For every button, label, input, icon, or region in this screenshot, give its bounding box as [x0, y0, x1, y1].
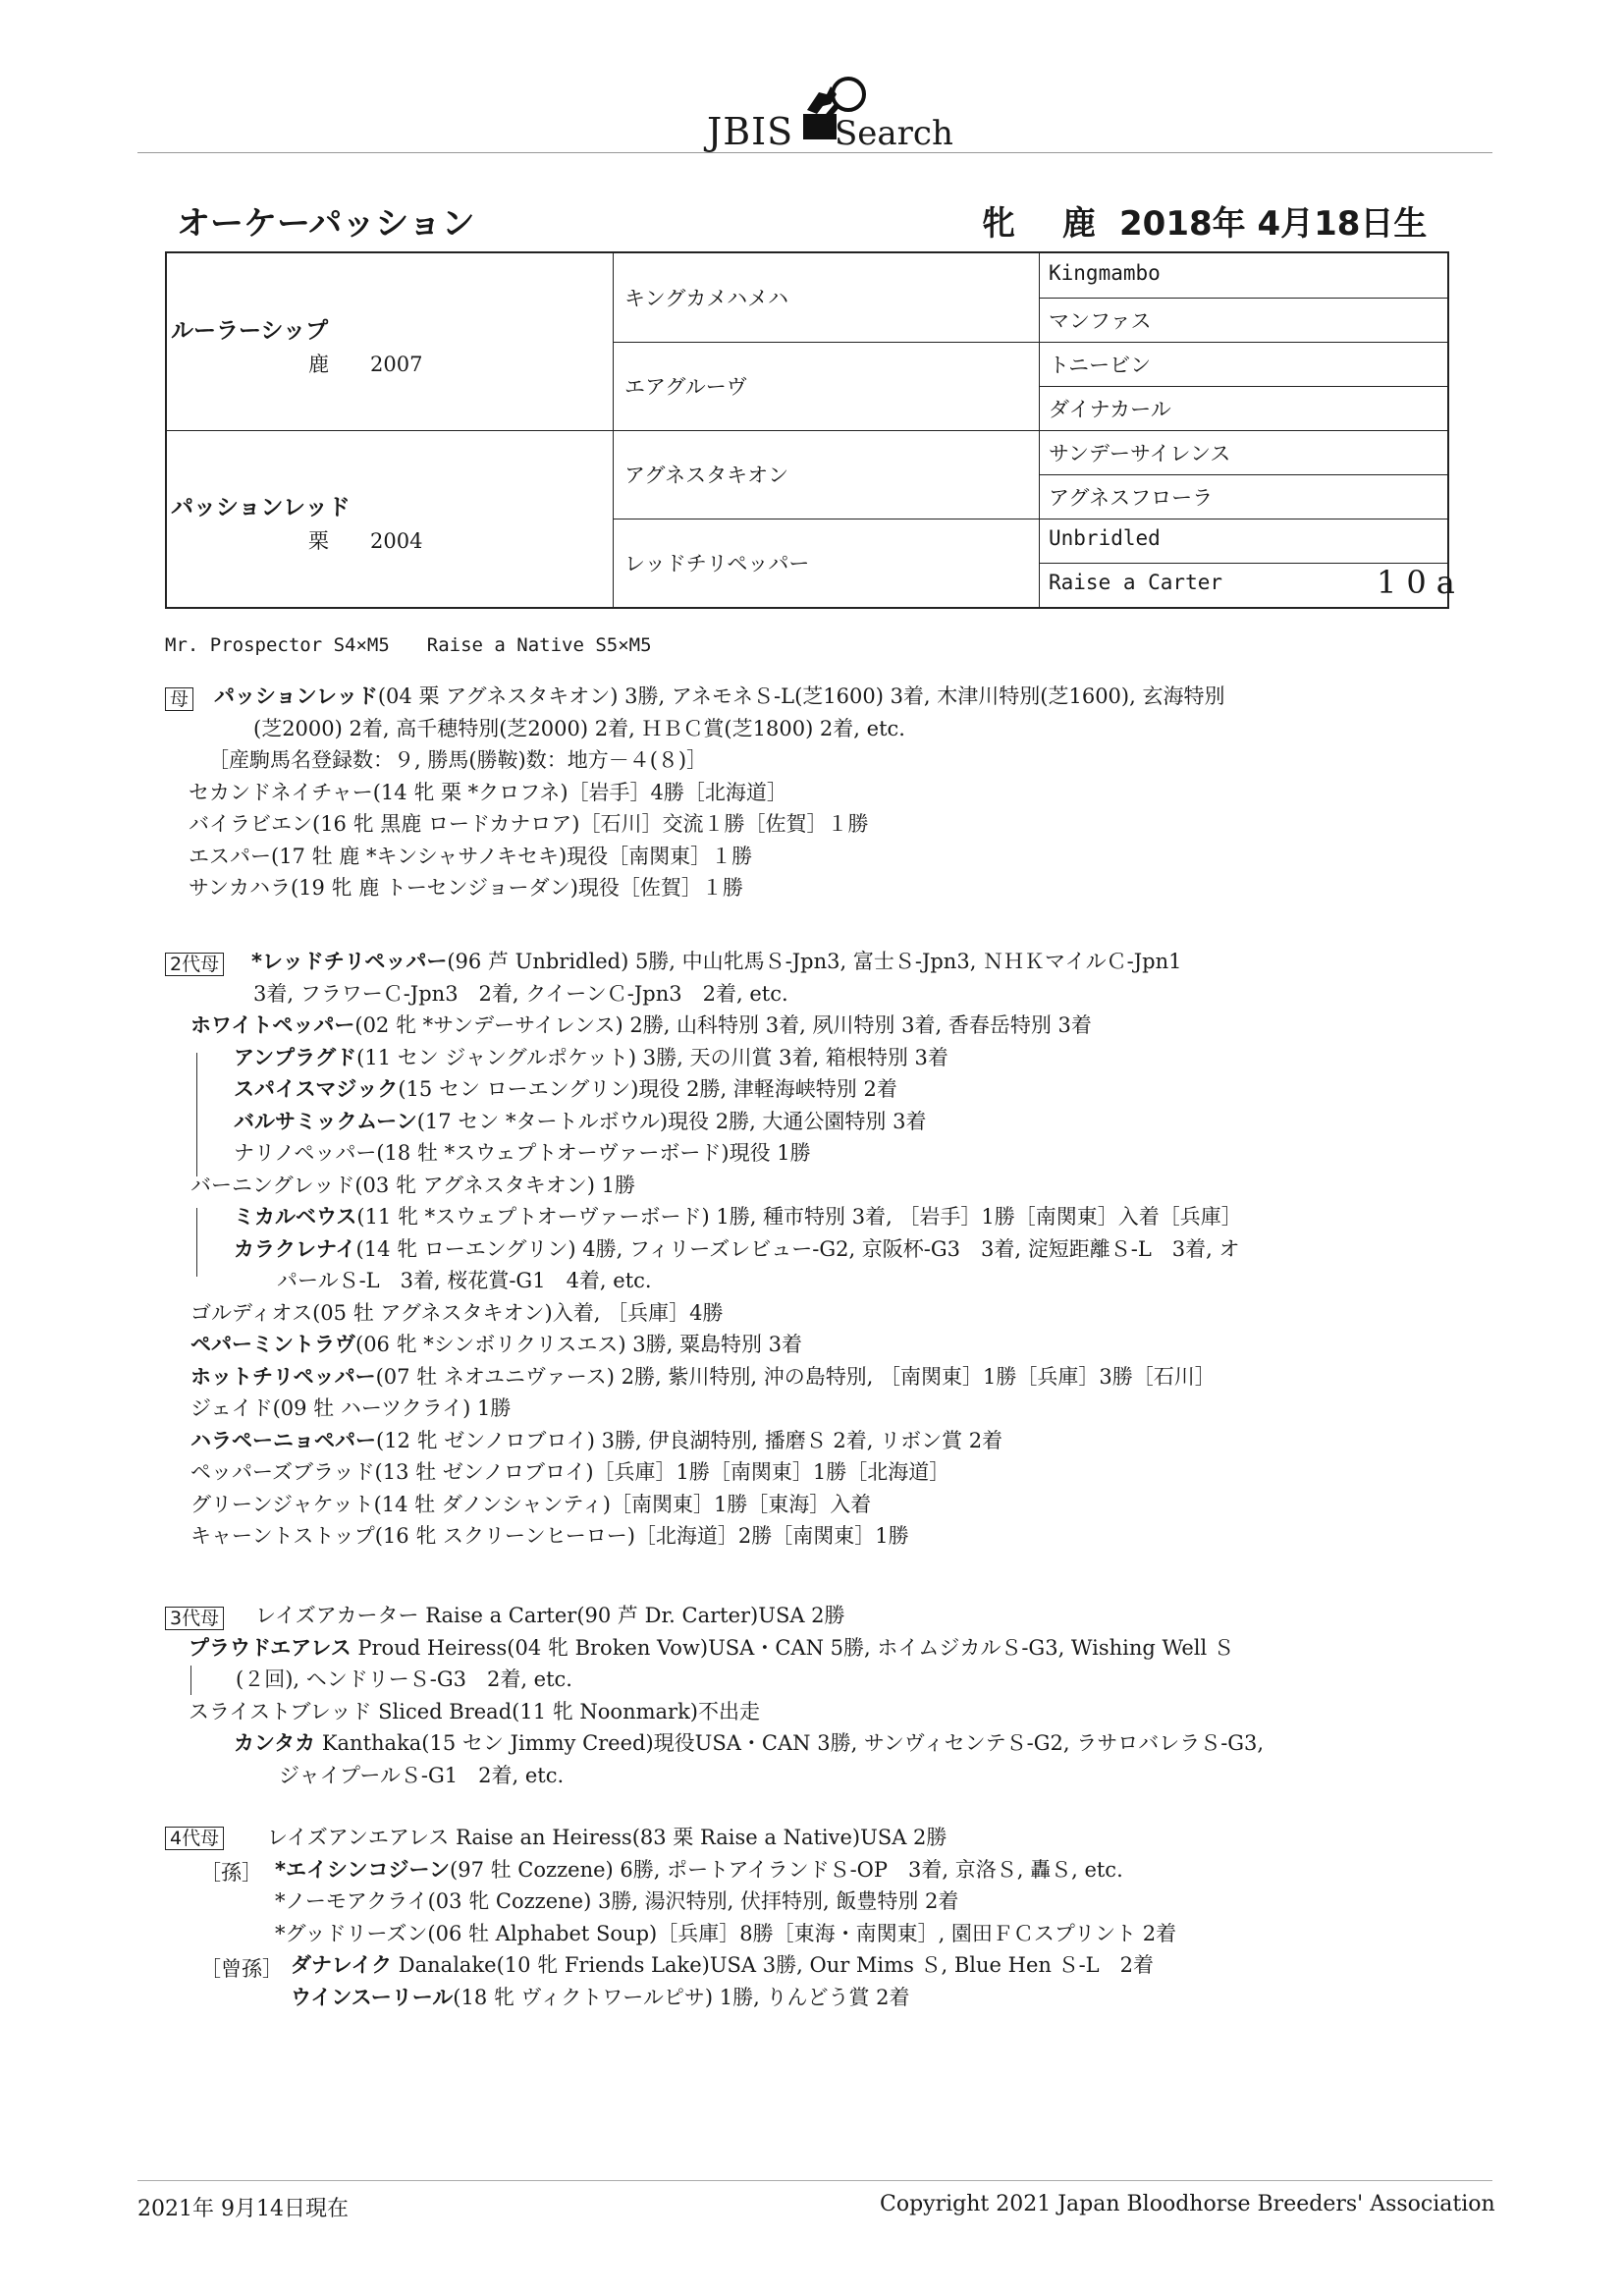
entry-text: パールＳ-L 3着, 桜花賞-G1 4着, etc.: [277, 1269, 652, 1292]
horse-name-bold: ペパーミントラヴ: [190, 1333, 355, 1356]
horse-name-bold: ウインスーリール: [291, 1985, 454, 2009]
entry-text: (97 牡 Cozzene) 6勝, ポートアイランドＳ-OP 3着, 京洛Ｓ, 轟Ｓ, etc.: [450, 1857, 1123, 1882]
ped-row-divider: [1039, 342, 1447, 343]
dam-section-label: [165, 687, 193, 711]
entry-line: [190, 1330, 802, 1359]
entry-line: [190, 1171, 635, 1200]
dam-name: パッションレッド: [171, 495, 351, 520]
entry-line: [253, 979, 788, 1009]
entry-line: [189, 809, 869, 839]
horse-name-bold: パッションレッド: [214, 684, 378, 708]
tree-connector: [190, 1666, 191, 1695]
horse-name-bold: *レッドチリペッパー: [251, 950, 448, 973]
entry-text: ジャイプールＳ-G1 2着, etc.: [279, 1763, 565, 1787]
entry-text: Kanthaka(15 セン Jimmy Creed)現役USA・CAN 3勝, サンヴィセンテＳ-G2, ラサロバレラＳ-G3,: [315, 1731, 1265, 1755]
entry-line: [234, 1138, 811, 1168]
entry-text: サンカハラ(19 牝 鹿 トーセンジョーダン)現役［佐賀］１勝: [189, 876, 743, 900]
pedigree-table: [165, 251, 1465, 609]
entry-line: [291, 1983, 909, 2012]
jbis-logo: [707, 71, 953, 159]
entry-line: [275, 1886, 958, 1916]
horse-sex-color: 牝 鹿: [982, 204, 1113, 244]
g2-ancestor: レッドチリペッパー: [624, 552, 810, 575]
entry-line: [189, 778, 787, 807]
entry-line: [190, 1298, 723, 1328]
entry-text: (04 栗 アグネスタキオン) 3勝, アネモネＳ-L(芝1600) 3着, 木津川特別(芝1600), 玄海特別: [377, 684, 1225, 708]
entry-line: [275, 1919, 1176, 1948]
entry-line: [236, 1665, 572, 1694]
g3-ancestor: サンデーサイレンス: [1049, 442, 1231, 465]
tree-connector: [196, 1053, 197, 1176]
g3-ancestor: Raise a Carter: [1049, 571, 1223, 594]
entry-line: [255, 1601, 845, 1630]
inbreeding-note: Mr. Prospector S4×M5 Raise a Native S5×M5: [165, 634, 652, 656]
entry-text: *ノーモアクライ(03 牝 Cozzene) 3勝, 湯沢特別, 伏拝特別, 飯豊特別 2着: [275, 1889, 959, 1913]
horse-name-bold: バルサミックムーン: [234, 1109, 417, 1133]
g2-ancestor: アグネスタキオン: [624, 464, 789, 487]
g3-ancestor: トニービン: [1049, 354, 1152, 377]
entry-line: [190, 1490, 871, 1519]
g4-section-label: [165, 1827, 224, 1850]
copyright: Copyright 2021 Japan Bloodhorse Breeders' Association: [880, 2192, 1495, 2216]
ped-row-divider: [1039, 298, 1447, 299]
g3-ancestor: マンファス: [1049, 309, 1152, 333]
entry-text: スライストブレッド Sliced Bread(11 牝 Noonmark)不出走: [189, 1699, 760, 1723]
family-number: 10a: [1377, 564, 1465, 601]
entry-line: [234, 1202, 1242, 1231]
section-badge: 母: [165, 687, 193, 711]
entry-line: [234, 1234, 1240, 1264]
entry-line: [189, 1633, 1234, 1663]
entry-text: (96 芦 Unbridled) 5勝, 中山牝馬Ｓ-Jpn3, 富士Ｓ-Jpn3, ＮＨＫマイルＣ-Jpn1: [447, 950, 1182, 973]
entry-text: (02 牝 *サンデーサイレンス) 2勝, 山科特別 3着, 夙川特別 3着, 香春岳特別 3着: [354, 1013, 1092, 1037]
entry-line: [190, 1362, 1216, 1392]
horse-name-bold: ホットチリペッパー: [190, 1364, 376, 1389]
sire-cell: [171, 312, 422, 378]
entry-line: [208, 745, 707, 775]
ped-row-divider: [1039, 386, 1447, 387]
g3-ancestor: ダイナカール: [1049, 398, 1171, 421]
horse-name-bold: ミカルベウス: [234, 1205, 357, 1229]
entry-line: [253, 714, 905, 743]
entry-text: (06 牝 *シンボリクリスエス) 3勝, 粟島特別 3着: [355, 1333, 803, 1356]
entry-text: (11 セン ジャングルポケット) 3勝, 天の川賞 3着, 箱根特別 3着: [356, 1045, 948, 1069]
entry-text: (07 牡 ネオユニヴァース) 2勝, 紫川特別, 沖の島特別, ［南関東］1勝［兵庫］3勝［石川］: [375, 1364, 1216, 1389]
logo-text-search: Search: [835, 114, 953, 153]
horse-name-bold: スパイスマジック: [234, 1077, 399, 1101]
entry-text: (11 牝 *スウェプトオーヴァーボード) 1勝, 種市特別 3着, ［岩手］1勝［南関東］入着［兵庫］: [356, 1205, 1242, 1229]
g3-ancestor: Unbridled: [1049, 526, 1161, 550]
horse-name-bold: ホワイトペッパー: [190, 1013, 355, 1037]
entry-text: バーニングレッド(03 牝 アグネスタキオン) 1勝: [190, 1173, 636, 1197]
tree-connector: [196, 1208, 197, 1277]
entry-line: [234, 1107, 926, 1136]
entry-text: (12 牝 ゼンノロブロイ) 3勝, 伊良湖特別, 播磨Ｓ 2着, リボン賞 2着: [376, 1428, 1003, 1452]
entry-line: [277, 1266, 652, 1295]
entry-line: [291, 1950, 1154, 1980]
entry-line: [190, 1394, 511, 1423]
entry-text: (17 セン *タートルボウル)現役 2勝, 大通公園特別 3着: [416, 1109, 927, 1133]
entry-text: レイズアカーター Raise a Carter(90 芦 Dr. Carter)USA 2勝: [255, 1604, 845, 1627]
entry-text: *グッドリーズン(06 牡 Alphabet Soup)［兵庫］8勝［東海・南関東］, 園田ＦＣスプリント 2着: [275, 1921, 1177, 1945]
entry-line: [234, 1074, 897, 1104]
horse-name: オーケーパッション: [177, 204, 475, 244]
g2-ancestor: エアグルーヴ: [624, 375, 747, 399]
entry-line: [190, 1521, 909, 1551]
entry-text: グリーンジャケット(14 牡 ダノンシャンティ)［南関東］1勝［東海］入着: [190, 1492, 872, 1516]
horse-name-bold: カラクレナイ: [234, 1236, 356, 1261]
great-grandchild-tag: ［曾孫］: [200, 1957, 283, 1981]
entry-line: [267, 1823, 947, 1852]
ped-row-divider: [613, 430, 1039, 431]
as-of-date: 2021年 9月14日現在: [137, 2197, 349, 2221]
entry-text: Proud Heiress(04 牝 Broken Vow)USA・CAN 5勝, ホイムジカルＳ-G3, Wishing Well Ｓ: [351, 1635, 1234, 1660]
entry-text: ジェイド(09 牡 ハーツクライ) 1勝: [190, 1396, 512, 1420]
entry-text: 3着, フラワーＣ-Jpn3 2着, クイーンＣ-Jpn3 2着, etc.: [253, 981, 788, 1006]
entry-line: [189, 1697, 760, 1726]
entry-text: (18 牝 ヴィクトワールピサ) 1勝, りんどう賞 2着: [453, 1985, 910, 2009]
horse-name-bold: *エイシンコジーン: [275, 1857, 451, 1882]
entry-line: [251, 947, 1181, 976]
entry-text: ゴルディオス(05 牡 アグネスタキオン)入着, ［兵庫］4勝: [190, 1300, 724, 1325]
g2-ancestor: キングカメハメハ: [624, 287, 788, 310]
horse-name-bold: アンプラグド: [234, 1045, 357, 1069]
dam-cell: [171, 489, 422, 555]
entry-text: キャーントストップ(16 牝 スクリーンヒーロー)［北海道］2勝［南関東］1勝: [190, 1524, 909, 1548]
g3-section-label: [165, 1607, 224, 1630]
entry-text: (14 牝 ローエングリン) 4勝, フィリーズレビュー-G2, 京阪杯-G3 3着, 淀短距離Ｓ-L 3着, オ: [355, 1236, 1240, 1261]
sire-meta: 鹿 2007: [308, 353, 423, 376]
entry-text: (芝2000) 2着, 高千穂特別(芝2000) 2着, ＨＢＣ賞(芝1800) 2着, etc.: [253, 716, 905, 740]
ped-row-divider: [1039, 474, 1447, 475]
entry-line: [190, 1457, 949, 1487]
g3-ancestor: Kingmambo: [1049, 261, 1161, 285]
ped-row-divider: [167, 430, 613, 431]
horse-name-bold: ダナレイク: [291, 1953, 393, 1977]
entry-line: [275, 1855, 1123, 1885]
g3-ancestor: アグネスフローラ: [1049, 486, 1214, 510]
entry-line: [234, 1728, 1264, 1758]
entry-text: (15 セン ローエングリン)現役 2勝, 津軽海峡特別 2着: [398, 1077, 897, 1101]
header-rule: [137, 152, 1492, 153]
ped-row-divider: [1039, 430, 1447, 431]
section-badge: 4代母: [165, 1827, 224, 1850]
dam-meta: 栗 2004: [308, 529, 423, 553]
entry-text: セカンドネイチャー(14 牝 栗 *クロフネ)［岩手］4勝［北海道］: [189, 780, 787, 804]
entry-line: [189, 873, 743, 902]
entry-text: (２回), ヘンドリーＳ-G3 2着, etc.: [236, 1667, 572, 1691]
horse-name-bold: ハラペーニョペパー: [190, 1428, 376, 1452]
entry-text: バイラビエン(16 牝 黒鹿 ロードカナロア)［石川］交流１勝［佐賀］１勝: [189, 812, 869, 836]
g2-section-label: [165, 953, 224, 976]
footer-rule: [137, 2180, 1492, 2181]
entry-text: ［産駒馬名登録数：９, 勝馬(勝鞍)数：地方－４(８)］: [208, 748, 708, 772]
entry-line: [214, 682, 1224, 711]
grandchild-tag: ［孫］: [200, 1861, 262, 1885]
entry-line: [189, 842, 752, 871]
horse-birth-date: 2018年 4月18日生: [1119, 204, 1428, 244]
entry-line: [190, 1426, 1002, 1455]
section-badge: 3代母: [165, 1607, 224, 1630]
entry-text: ナリノペッパー(18 牡 *スウェプトオーヴァーボード)現役 1勝: [234, 1141, 811, 1165]
ped-row-divider: [613, 342, 1039, 343]
horse-name-bold: カンタカ: [234, 1731, 316, 1755]
entry-text: Danalake(10 牝 Friends Lake)USA 3勝, Our Mims Ｓ, Blue Hen Ｓ-L 2着: [392, 1953, 1154, 1977]
entry-line: [190, 1011, 1092, 1040]
entry-line: [234, 1043, 948, 1072]
entry-text: レイズアンエアレス Raise an Heiress(83 栗 Raise a Native)USA 2勝: [267, 1826, 947, 1849]
section-badge: 2代母: [165, 953, 224, 976]
entry-text: ペッパーズブラッド(13 牡 ゼンノロブロイ)［兵庫］1勝［南関東］1勝［北海道］: [190, 1460, 950, 1484]
entry-text: エスパー(17 牡 鹿 *キンシャサノキセキ)現役［南関東］１勝: [189, 844, 753, 868]
horse-name-bold: プラウドエアレス: [189, 1635, 352, 1660]
logo-text-jbis: JBIS: [707, 110, 794, 153]
entry-line: [279, 1761, 564, 1790]
sire-name: ルーラーシップ: [171, 318, 329, 344]
